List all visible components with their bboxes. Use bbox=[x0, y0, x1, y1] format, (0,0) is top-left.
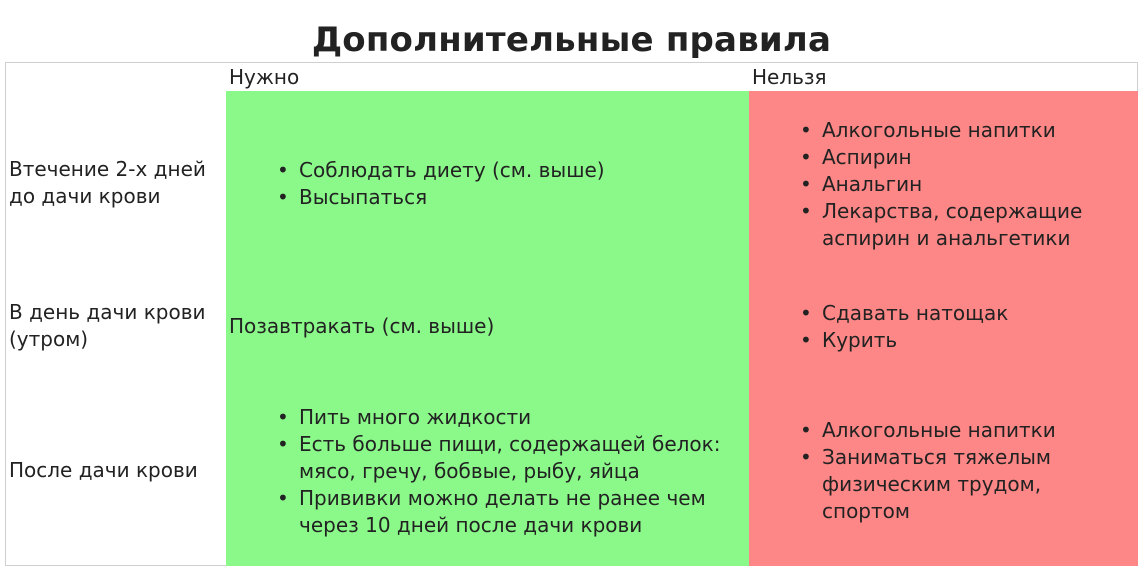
list-item bbox=[277, 485, 737, 539]
bullet-icon: • bbox=[800, 145, 812, 169]
forbidden-list-after-donation bbox=[800, 417, 1130, 525]
list-item bbox=[277, 184, 737, 211]
needed-cell-before-donation bbox=[277, 157, 737, 211]
list-item-text: Пить много жидкости bbox=[299, 405, 532, 429]
list-item bbox=[800, 198, 1130, 252]
page-title: Дополнительные правила bbox=[311, 20, 832, 60]
list-item bbox=[277, 404, 737, 431]
bullet-icon: • bbox=[800, 199, 812, 223]
list-item-text: Заниматься тяжелым физическим трудом, спортом bbox=[822, 445, 1051, 523]
list-item-text: Высыпаться bbox=[299, 185, 428, 209]
bullet-icon: • bbox=[277, 185, 289, 209]
bullet-icon: • bbox=[800, 445, 812, 469]
list-item-text: Анальгин bbox=[822, 172, 923, 196]
list-item-text: Алкогольные напитки bbox=[822, 118, 1056, 142]
bullet-icon: • bbox=[277, 405, 289, 429]
list-item-text: Аспирин bbox=[822, 145, 912, 169]
list-item-text: Лекарства, содержащие аспирин и анальгетики bbox=[822, 199, 1083, 250]
bullet-icon: • bbox=[800, 328, 812, 352]
forbidden-list-donation-day bbox=[800, 300, 1130, 354]
list-item-text: Курить bbox=[822, 328, 898, 352]
bullet-icon: • bbox=[277, 486, 289, 510]
forbidden-cell-before-donation bbox=[800, 117, 1130, 252]
bullet-icon: • bbox=[800, 118, 812, 142]
list-item bbox=[277, 431, 737, 485]
list-item-text: Сдавать натощак bbox=[822, 301, 1009, 325]
list-item bbox=[800, 117, 1130, 144]
row-label-donation-day: В день дачи крови (утром) bbox=[9, 300, 206, 351]
bullet-icon: • bbox=[277, 158, 289, 182]
needed-list-before-donation bbox=[277, 157, 737, 211]
needed-cell-donation-day: Позавтракать (см. выше) bbox=[229, 314, 495, 338]
forbidden-cell-donation-day bbox=[800, 300, 1130, 354]
column-header-needed: Нужно bbox=[229, 65, 300, 89]
list-item bbox=[800, 300, 1130, 327]
forbidden-cell-after-donation bbox=[800, 417, 1130, 525]
row-label-after-donation: После дачи крови bbox=[9, 458, 198, 482]
list-item bbox=[800, 444, 1130, 525]
forbidden-list-before-donation bbox=[800, 117, 1130, 252]
bullet-icon: • bbox=[800, 418, 812, 442]
needed-list-after-donation bbox=[277, 404, 737, 539]
list-item bbox=[277, 157, 737, 184]
list-item-text: Соблюдать диету (см. выше) bbox=[299, 158, 605, 182]
list-item-text: Алкогольные напитки bbox=[822, 418, 1056, 442]
list-item bbox=[800, 171, 1130, 198]
bullet-icon: • bbox=[277, 432, 289, 456]
row-label-before-donation: Втечение 2-х дней до дачи крови bbox=[9, 157, 206, 208]
column-header-forbidden: Нельзя bbox=[752, 65, 827, 89]
bullet-icon: • bbox=[800, 172, 812, 196]
needed-cell-after-donation bbox=[277, 404, 737, 539]
list-item bbox=[800, 144, 1130, 171]
list-item bbox=[800, 417, 1130, 444]
list-item-text: Есть больше пищи, содержащей белок: мясо, гречу, бобвые, рыбу, яйца bbox=[299, 432, 721, 483]
list-item-text: Прививки можно делать не ранее чем через 10 дней после дачи крови bbox=[299, 486, 706, 537]
bullet-icon: • bbox=[800, 301, 812, 325]
list-item bbox=[800, 327, 1130, 354]
